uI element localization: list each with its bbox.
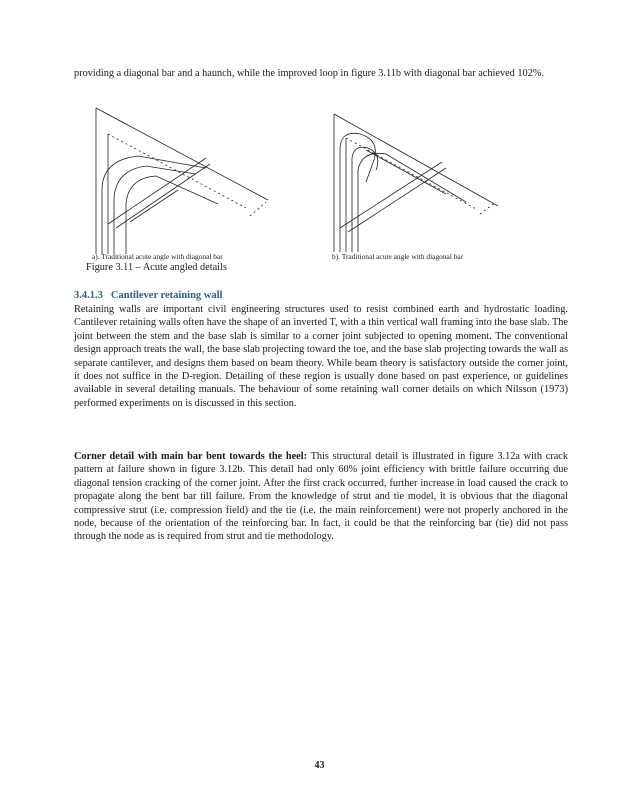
figure-caption: Figure 3.11 – Acute angled details (86, 262, 227, 273)
paragraph-body: This structural detail is illustrated in figure 3.12a with crack pattern at failure shown in figure 3.12b. This detail had only 60% joint efficiency with brittle failure occurring due diagonal tension cracking of the corner joint. After the first crack occurred, further increase in load caused the crack to propagate along the bent bar till failure. From the knowledge of strut and tie model, it is obvious that the diagonal compressive strut (i.e. compression field) and the tie (i.e. the main reinforcement) were not properly anchored in the node, because of the orientation of the reinforcing bar. In fact, it could be that the reinforcing bar (tie) did not pass through the node as is required from strut and tie methodology. (74, 451, 568, 543)
figure-b-diagram (326, 110, 502, 256)
figure-b-caption: b). Traditional acute angle with diagonal bar (332, 252, 464, 261)
paragraph-corner-detail (74, 450, 568, 544)
paragraph-cantilever: Retaining walls are important civil engineering structures used to resist combined earth and hydrostatic loading. Cantilever retaining walls often have the shape of an inverted T, with a thin vertical wall framing into the base slab. The joint between the stem and the base slab is similar to a corner joint subjected to opening moment. The conventional design approach treats the wall, the base slab projecting toward the toe, and the base slab projecting towards the wall as separate cantilever, and designs them based on beam theory. While beam theory is satisfactory outside the corner joint, it does not suffice in the D-region. Detailing of these region is usually done based on past experience, or guidelines available in several detailing manuals. The behaviour of some retaining wall corner details on which Nilsson (1973) performed experiments on is discussed in this section. (74, 304, 568, 409)
page-number: 43 (314, 760, 325, 771)
figure-a-caption: a). Traditional acute angle with diagonal bar (92, 252, 223, 261)
section-number: 3.4.1.3 (74, 290, 103, 301)
intro-paragraph: providing a diagonal bar and a haunch, while the improved loop in figure 3.11b with diagonal bar achieved 102%. (74, 68, 544, 79)
section-heading (74, 290, 222, 301)
paragraph-lead: Corner detail with main bar bent towards the heel: (74, 451, 308, 462)
section-title: Cantilever retaining wall (110, 290, 223, 301)
figure-a-diagram (86, 104, 272, 258)
